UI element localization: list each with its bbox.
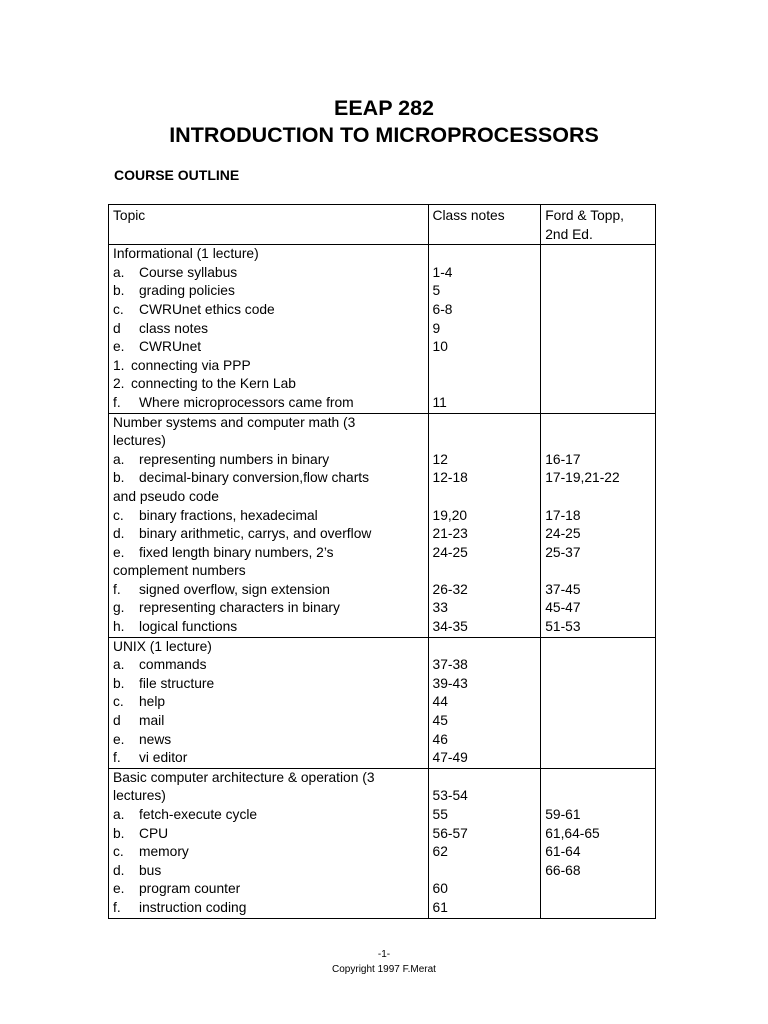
topic-cell <box>109 469 429 488</box>
topic-cell <box>109 375 429 394</box>
topic-cell <box>109 525 429 544</box>
topic-cell <box>109 282 429 301</box>
topic-text: Course syllabus <box>139 264 238 280</box>
topic-text: Basic computer architecture & operation (3 <box>113 769 375 785</box>
table-row <box>109 675 656 694</box>
topic-text: connecting via PPP <box>131 357 251 373</box>
item-marker: a. <box>113 657 125 673</box>
textbook-pages-cell <box>541 656 656 675</box>
class-notes-cell <box>428 357 541 376</box>
table-row <box>109 768 656 787</box>
topic-cell <box>109 880 429 899</box>
class-notes-cell: 56-57 <box>428 825 541 844</box>
textbook-pages-cell <box>541 320 656 339</box>
class-notes-cell: 47-49 <box>428 749 541 768</box>
textbook-pages-cell: 61-64 <box>541 843 656 862</box>
item-marker: f. <box>113 899 121 915</box>
item-marker: d <box>113 713 121 729</box>
textbook-pages-cell <box>541 693 656 712</box>
textbook-pages-cell: 51-53 <box>541 618 656 637</box>
table-row <box>109 357 656 376</box>
topic-cell <box>109 618 429 637</box>
topic-cell <box>109 712 429 731</box>
class-notes-cell: 61 <box>428 899 541 918</box>
topic-text: program counter <box>139 881 241 897</box>
table-row <box>109 320 656 339</box>
topic-text: CWRUnet <box>139 339 202 355</box>
table-row <box>109 806 656 825</box>
item-marker: b. <box>113 825 125 841</box>
class-notes-cell: 33 <box>428 599 541 618</box>
item-marker: e. <box>113 544 125 560</box>
topic-text: fixed length binary numbers, 2’s <box>139 544 334 560</box>
topic-cell <box>109 843 429 862</box>
topic-text: Where microprocessors came from <box>139 394 354 410</box>
textbook-pages-cell <box>541 432 656 451</box>
section-heading <box>109 768 429 787</box>
table-row <box>109 245 656 264</box>
topic-cell <box>109 599 429 618</box>
page-number: -1- <box>377 949 391 960</box>
table-row <box>109 618 656 637</box>
class-notes-cell: 53-54 <box>428 787 541 806</box>
textbook-pages-cell <box>541 712 656 731</box>
item-marker: b. <box>113 470 125 486</box>
class-notes-cell <box>428 432 541 451</box>
table-row <box>109 656 656 675</box>
textbook-pages-cell: 59-61 <box>541 806 656 825</box>
class-notes-cell: 45 <box>428 712 541 731</box>
table-row <box>109 899 656 918</box>
item-marker: a. <box>113 807 125 822</box>
table-row <box>109 432 656 451</box>
item-marker: f. <box>113 394 121 410</box>
table-row <box>109 693 656 712</box>
item-marker: d. <box>113 862 125 878</box>
topic-cell <box>109 394 429 413</box>
topic-text: CPU <box>139 825 169 841</box>
topic-text: help <box>139 694 166 710</box>
section-heading <box>109 245 429 264</box>
class-notes-cell: 60 <box>428 880 541 899</box>
topic-text: lectures) <box>113 433 166 449</box>
textbook-pages-cell <box>541 375 656 394</box>
topic-text: signed overflow, sign extension <box>139 581 330 597</box>
column-header-class-notes: Class notes <box>428 205 541 245</box>
class-notes-cell: 5 <box>428 282 541 301</box>
table-row <box>109 525 656 544</box>
textbook-pages-cell <box>541 488 656 507</box>
item-marker: b. <box>113 283 125 299</box>
topic-text: Number systems and computer math (3 <box>113 414 356 430</box>
class-notes-cell <box>428 375 541 394</box>
textbook-pages-cell <box>541 749 656 768</box>
textbook-pages-cell: 17-18 <box>541 507 656 526</box>
textbook-pages-cell <box>541 394 656 413</box>
topic-text: UNIX (1 lecture) <box>113 638 212 654</box>
class-notes-cell: 62 <box>428 843 541 862</box>
topic-text: bus <box>139 862 162 878</box>
item-marker: c. <box>113 507 124 523</box>
topic-cell <box>109 357 429 376</box>
topic-cell <box>109 562 429 581</box>
topic-cell <box>109 862 429 881</box>
textbook-pages-cell <box>541 787 656 806</box>
item-marker: e. <box>113 881 125 897</box>
class-notes-cell <box>428 637 541 656</box>
item-marker: g. <box>113 600 125 616</box>
class-notes-cell: 12 <box>428 451 541 470</box>
topic-text: Informational (1 lecture) <box>113 246 259 262</box>
class-notes-cell: 46 <box>428 731 541 750</box>
textbook-pages-cell <box>541 675 656 694</box>
textbook-pages-cell <box>541 731 656 750</box>
topic-text: instruction coding <box>139 899 247 915</box>
item-marker: f. <box>113 581 121 597</box>
textbook-pages-cell: 37-45 <box>541 581 656 600</box>
table-row <box>109 469 656 488</box>
textbook-pages-cell <box>541 357 656 376</box>
table-row <box>109 413 656 432</box>
item-marker: 2. <box>113 376 125 392</box>
textbook-pages-cell <box>541 413 656 432</box>
table-row <box>109 375 656 394</box>
textbook-pages-cell <box>541 338 656 357</box>
textbook-pages-cell: 45-47 <box>541 599 656 618</box>
textbook-pages-cell: 25-37 <box>541 544 656 563</box>
textbook-pages-cell <box>541 264 656 283</box>
topic-cell <box>109 301 429 320</box>
topic-cell <box>109 899 429 918</box>
item-marker: a. <box>113 264 125 280</box>
topic-text: mail <box>139 713 165 729</box>
table-row <box>109 731 656 750</box>
class-notes-cell: 24-25 <box>428 544 541 563</box>
item-marker: d. <box>113 526 125 542</box>
topic-cell <box>109 338 429 357</box>
class-notes-cell: 44 <box>428 693 541 712</box>
class-notes-cell: 10 <box>428 338 541 357</box>
class-notes-cell: 19,20 <box>428 507 541 526</box>
topic-text: file structure <box>139 675 215 691</box>
textbook-edition: 2nd Ed. <box>545 226 593 242</box>
table-row <box>109 562 656 581</box>
table-row <box>109 394 656 413</box>
topic-text: fetch-execute cycle <box>139 807 258 822</box>
topic-text: binary arithmetic, carrys, and overflow <box>139 526 372 542</box>
topic-cell <box>109 544 429 563</box>
textbook-pages-cell: 66-68 <box>541 862 656 881</box>
textbook-pages-cell <box>541 637 656 656</box>
textbook-pages-cell <box>541 562 656 581</box>
course-code: EEAP 282 <box>333 96 434 120</box>
topic-text: news <box>139 731 172 747</box>
table-row <box>109 544 656 563</box>
copyright-notice: Copyright 1997 F.Merat <box>332 964 436 975</box>
class-notes-cell: 1-4 <box>428 264 541 283</box>
section-title: COURSE OUTLINE <box>114 167 240 183</box>
item-marker: e. <box>113 731 125 747</box>
textbook-pages-cell <box>541 768 656 787</box>
class-notes-cell: 6-8 <box>428 301 541 320</box>
item-marker: c. <box>113 844 124 860</box>
topic-cell <box>109 656 429 675</box>
table-row <box>109 282 656 301</box>
table-header-row <box>109 205 656 245</box>
topic-cell <box>109 264 429 283</box>
topic-cell <box>109 749 429 768</box>
class-notes-cell: 34-35 <box>428 618 541 637</box>
topic-cell <box>109 675 429 694</box>
topic-text: representing characters in binary <box>139 600 340 616</box>
topic-cell <box>109 432 429 451</box>
table-row <box>109 862 656 881</box>
topic-text: representing numbers in binary <box>139 451 330 467</box>
textbook-pages-cell <box>541 301 656 320</box>
textbook-pages-cell: 24-25 <box>541 525 656 544</box>
item-marker: b. <box>113 675 125 691</box>
table-row <box>109 749 656 768</box>
topic-cell <box>109 507 429 526</box>
topic-text: connecting to the Kern Lab <box>131 376 296 392</box>
topic-cell <box>109 488 429 507</box>
section-heading <box>109 413 429 432</box>
table-row <box>109 338 656 357</box>
topic-cell <box>109 731 429 750</box>
topic-text: commands <box>139 657 207 673</box>
table-row <box>109 880 656 899</box>
table-row <box>109 599 656 618</box>
class-notes-cell: 21-23 <box>428 525 541 544</box>
topic-text: CWRUnet ethics code <box>139 301 275 317</box>
topic-cell <box>109 320 429 339</box>
item-marker: h. <box>113 619 125 635</box>
class-notes-cell: 11 <box>428 394 541 413</box>
column-header-topic: Topic <box>109 205 429 245</box>
textbook-pages-cell <box>541 245 656 264</box>
topic-cell <box>109 806 429 825</box>
class-notes-cell: 55 <box>428 806 541 825</box>
table-row <box>109 507 656 526</box>
topic-text: memory <box>139 844 189 860</box>
class-notes-cell <box>428 768 541 787</box>
table-row <box>109 451 656 470</box>
table-row <box>109 825 656 844</box>
topic-text: complement numbers <box>113 563 246 579</box>
topic-cell <box>109 787 429 806</box>
table-row <box>109 637 656 656</box>
topic-text: and pseudo code <box>113 488 219 504</box>
table-row <box>109 843 656 862</box>
topic-text: class notes <box>139 320 209 336</box>
textbook-pages-cell <box>541 899 656 918</box>
class-notes-cell <box>428 562 541 581</box>
class-notes-cell <box>428 245 541 264</box>
topic-text: binary fractions, hexadecimal <box>139 507 318 523</box>
topic-text: logical functions <box>139 619 238 635</box>
topic-text: grading policies <box>139 283 235 299</box>
class-notes-cell <box>428 862 541 881</box>
column-header-textbook <box>541 205 656 245</box>
textbook-pages-cell <box>541 282 656 301</box>
table-row <box>109 581 656 600</box>
item-marker: d <box>113 320 121 336</box>
topic-cell <box>109 825 429 844</box>
table-row <box>109 264 656 283</box>
class-notes-cell: 9 <box>428 320 541 339</box>
table-row <box>109 712 656 731</box>
textbook-title: Ford & Topp, <box>545 208 624 223</box>
topic-cell <box>109 451 429 470</box>
class-notes-cell: 37-38 <box>428 656 541 675</box>
topic-text: decimal-binary conversion,flow charts <box>139 470 370 486</box>
topic-cell <box>109 693 429 712</box>
class-notes-cell: 26-32 <box>428 581 541 600</box>
class-notes-cell: 39-43 <box>428 675 541 694</box>
course-title: INTRODUCTION TO MICROPROCESSORS <box>169 123 599 147</box>
table-row <box>109 301 656 320</box>
topic-text: lectures) <box>113 788 166 804</box>
topic-text: vi editor <box>139 750 188 766</box>
textbook-pages-cell <box>541 880 656 899</box>
class-notes-cell <box>428 413 541 432</box>
textbook-pages-cell: 16-17 <box>541 451 656 470</box>
course-outline-table <box>108 204 656 919</box>
table-row <box>109 787 656 806</box>
topic-cell <box>109 581 429 600</box>
item-marker: e. <box>113 339 125 355</box>
textbook-pages-cell: 17-19,21-22 <box>541 469 656 488</box>
class-notes-cell <box>428 488 541 507</box>
item-marker: c. <box>113 694 124 710</box>
item-marker: a. <box>113 451 125 467</box>
item-marker: 1. <box>113 357 125 373</box>
class-notes-cell: 12-18 <box>428 469 541 488</box>
table-row <box>109 488 656 507</box>
section-heading <box>109 637 429 656</box>
item-marker: c. <box>113 301 124 317</box>
textbook-pages-cell: 61,64-65 <box>541 825 656 844</box>
item-marker: f. <box>113 750 121 766</box>
